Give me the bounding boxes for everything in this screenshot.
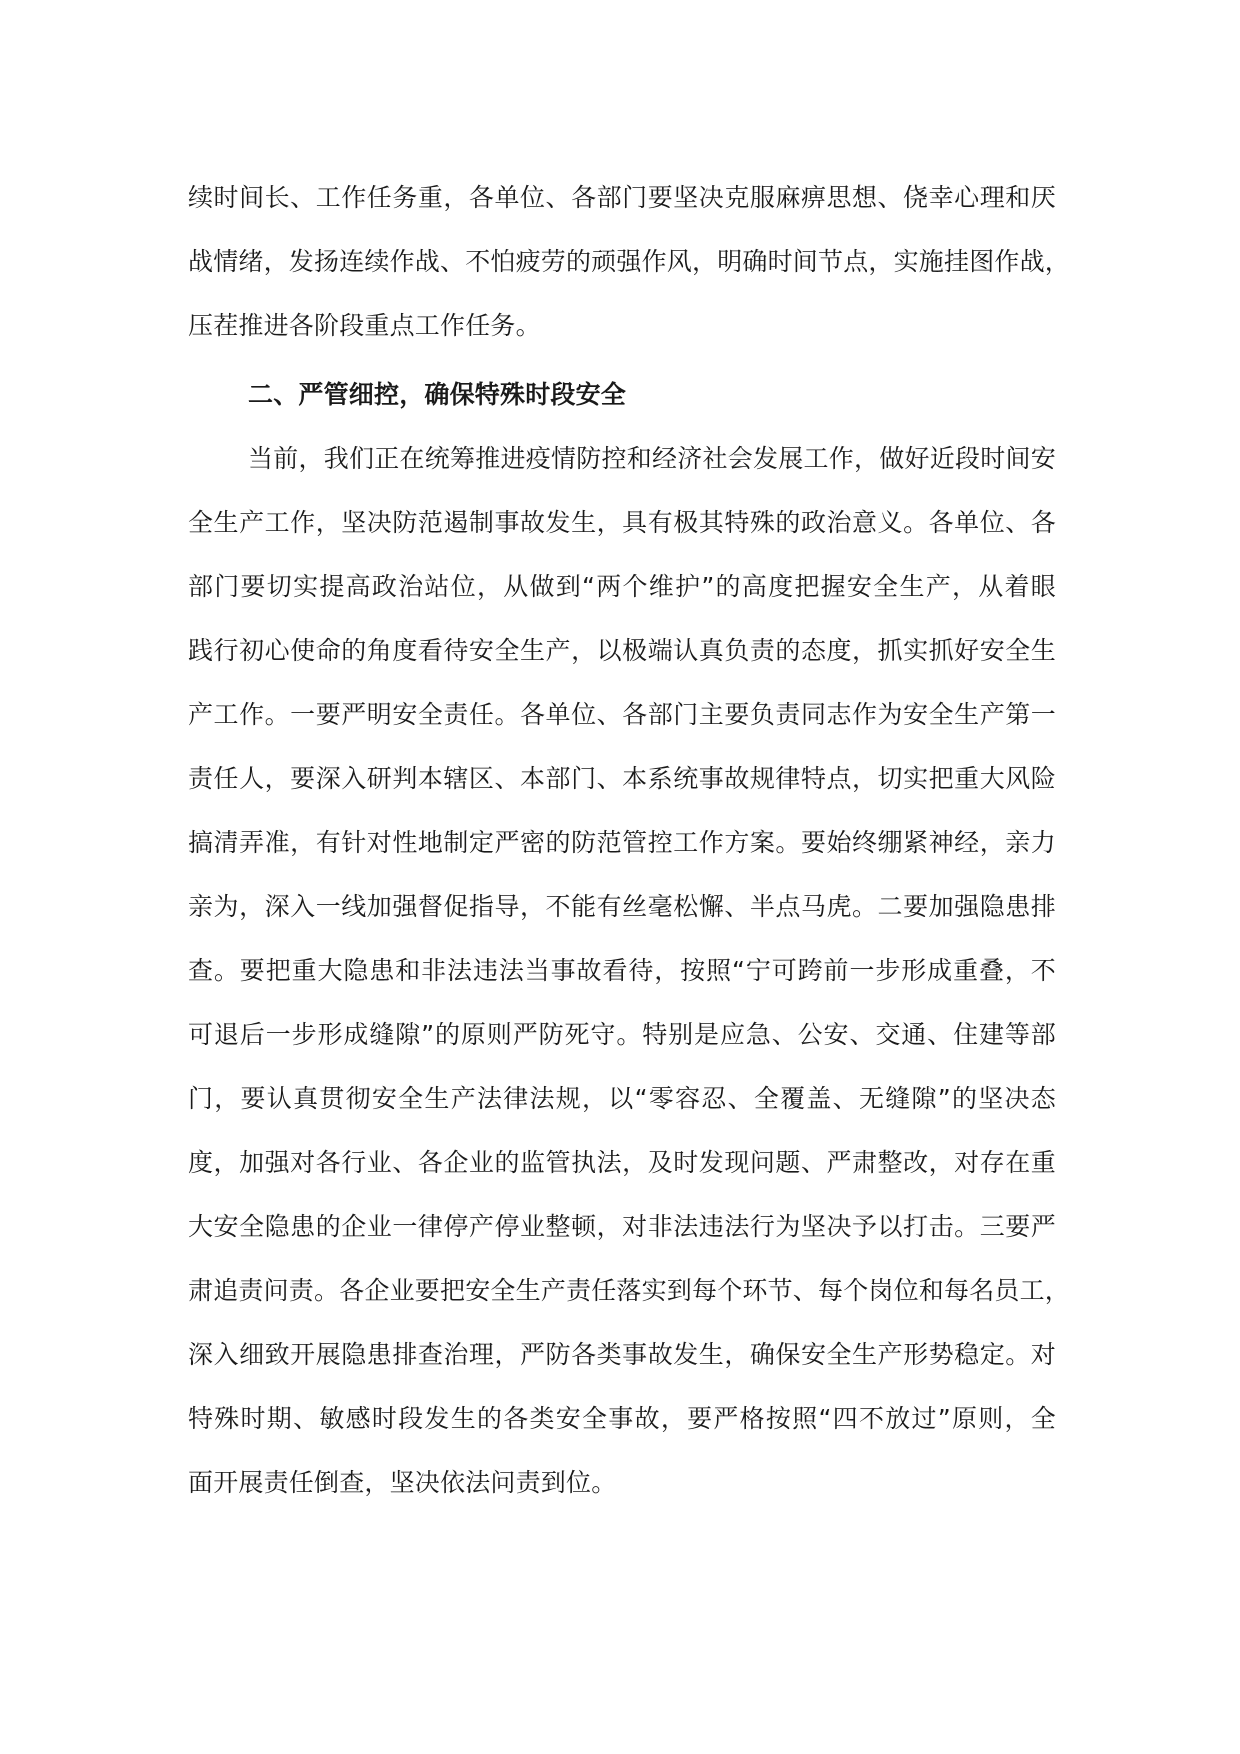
paragraph-line: 战情绪，发扬连续作战、不怕疲劳的顽强作风，明确时间节点，实施挂图作战， (188, 247, 1071, 276)
paragraph-line: 全生产工作，坚决防范遏制事故发生，具有极其特殊的政治意义。各单位、各 (188, 508, 1056, 537)
paragraph-line: 责任人，要深入研判本辖区、本部门、本系统事故规律特点，切实把重大风险 (188, 764, 1056, 793)
paragraph-2 (188, 427, 1071, 1515)
paragraph-line: 肃追责问责。各企业要把安全生产责任落实到每个环节、每个岗位和每名员工， (188, 1276, 1071, 1305)
paragraph-line: 深入细致开展隐患排查治理，严防各类事故发生，确保安全生产形势稳定。对 (188, 1340, 1056, 1369)
section-heading: 二、严管细控，确保特殊时段安全 (248, 380, 627, 409)
paragraph-line: 大安全隐患的企业一律停产停业整顿，对非法违法行为坚决予以打击。三要严 (188, 1212, 1056, 1241)
paragraph-line: 面开展责任倒查，坚决依法问责到位。 (188, 1468, 617, 1497)
paragraph-line: 门，要认真贯彻安全生产法律法规，以“零容忍、全覆盖、无缝隙”的坚决态 (188, 1084, 1056, 1113)
paragraph-line: 压茬推进各阶段重点工作任务。 (188, 311, 541, 340)
paragraph-line: 特殊时期、敏感时段发生的各类安全事故，要严格按照“四不放过”原则，全 (188, 1404, 1056, 1433)
paragraph-line: 续时间长、工作任务重，各单位、各部门要坚决克服麻痹思想、侥幸心理和厌 (188, 183, 1056, 212)
paragraph-line: 当前，我们正在统筹推进疫情防控和经济社会发展工作，做好近段时间安 (248, 444, 1056, 473)
document-body (188, 166, 1071, 1515)
paragraph-line: 搞清弄准，有针对性地制定严密的防范管控工作方案。要始终绷紧神经，亲力 (188, 828, 1056, 857)
paragraph-line: 查。要把重大隐患和非法违法当事故看待，按照“宁可跨前一步形成重叠，不 (188, 956, 1056, 985)
paragraph-line: 产工作。一要严明安全责任。各单位、各部门主要负责同志作为安全生产第一 (188, 700, 1056, 729)
paragraph-line: 亲为，深入一线加强督促指导，不能有丝毫松懈、半点马虎。二要加强隐患排 (188, 892, 1056, 921)
paragraph-line: 可退后一步形成缝隙”的原则严防死守。特别是应急、公安、交通、住建等部 (188, 1020, 1056, 1049)
paragraph-1 (188, 166, 1071, 358)
paragraph-line: 部门要切实提高政治站位，从做到“两个维护”的高度把握安全生产，从着眼 (188, 572, 1056, 601)
paragraph-line: 度，加强对各行业、各企业的监管执法，及时发现问题、严肃整改，对存在重 (188, 1148, 1056, 1177)
paragraph-line: 践行初心使命的角度看待安全生产，以极端认真负责的态度，抓实抓好安全生 (188, 636, 1056, 665)
